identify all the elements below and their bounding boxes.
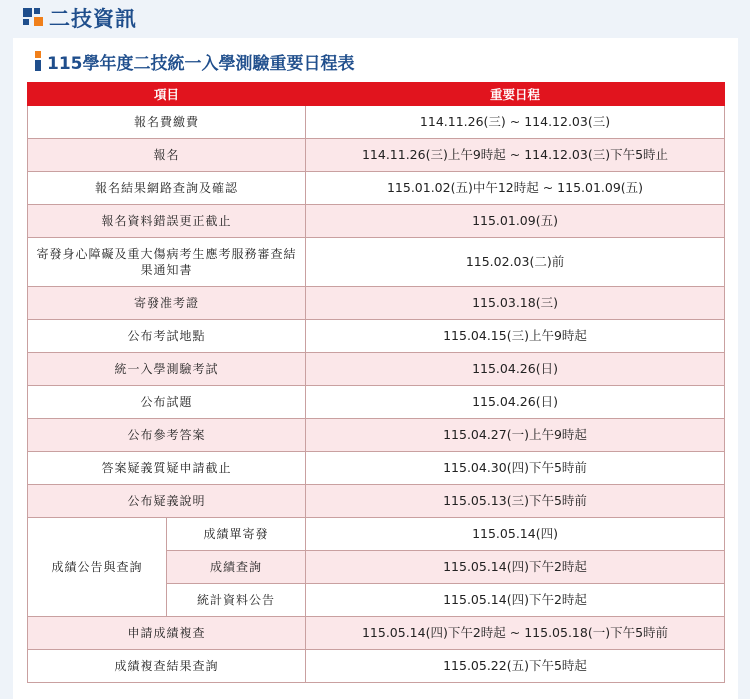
schedule-table (27, 82, 725, 683)
sub-row-item: 成績查詢 (167, 551, 306, 584)
sub-row-date: 115.05.14(四)下午2時起 (306, 551, 725, 584)
sub-row-item: 成績單寄發 (167, 518, 306, 551)
sub-row-date: 115.05.14(四) (306, 518, 725, 551)
section-heading (35, 50, 355, 72)
row-date: 115.05.22(五)下午5時起 (306, 650, 725, 683)
row-item: 答案疑義質疑申請截止 (28, 452, 306, 485)
row-date: 114.11.26(三) ~ 114.12.03(三) (306, 106, 725, 139)
table-row (28, 617, 725, 650)
site-logo-icon (23, 8, 43, 28)
row-item: 報名 (28, 139, 306, 172)
table-row (28, 518, 725, 551)
row-item: 統一入學測驗考試 (28, 353, 306, 386)
table-row (28, 353, 725, 386)
group-label: 成績公告與查詢 (28, 518, 167, 617)
table-row (28, 452, 725, 485)
row-date: 115.02.03(二)前 (306, 238, 725, 287)
table-row (28, 139, 725, 172)
row-date: 115.04.27(一)上午9時起 (306, 419, 725, 452)
table-row (28, 320, 725, 353)
sub-row-item: 統計資料公告 (167, 584, 306, 617)
row-item: 公布參考答案 (28, 419, 306, 452)
site-header (0, 0, 750, 36)
row-date: 115.05.14(四)下午2時起 ~ 115.05.18(一)下午5時前 (306, 617, 725, 650)
row-item: 公布考試地點 (28, 320, 306, 353)
table-row (28, 287, 725, 320)
header-item: 項目 (28, 83, 306, 106)
header-date: 重要日程 (306, 83, 725, 106)
row-date: 115.01.02(五)中午12時起 ~ 115.01.09(五) (306, 172, 725, 205)
section-title: 115學年度二技統一入學測驗重要日程表 (47, 53, 355, 74)
row-date: 115.04.15(三)上午9時起 (306, 320, 725, 353)
table-row (28, 386, 725, 419)
row-item: 公布疑義說明 (28, 485, 306, 518)
table-row (28, 419, 725, 452)
table-row (28, 485, 725, 518)
row-date: 115.04.26(日) (306, 353, 725, 386)
row-date: 115.04.30(四)下午5時前 (306, 452, 725, 485)
table-row (28, 238, 725, 287)
row-date: 114.11.26(三)上午9時起 ~ 114.12.03(三)下午5時止 (306, 139, 725, 172)
table-row (28, 172, 725, 205)
row-item: 寄發准考證 (28, 287, 306, 320)
row-item: 成績複查結果查詢 (28, 650, 306, 683)
table-row (28, 205, 725, 238)
sub-row-date: 115.05.14(四)下午2時起 (306, 584, 725, 617)
row-date: 115.04.26(日) (306, 386, 725, 419)
row-item: 申請成績複查 (28, 617, 306, 650)
row-date: 115.01.09(五) (306, 205, 725, 238)
row-date: 115.05.13(三)下午5時前 (306, 485, 725, 518)
row-item: 報名資料錯誤更正截止 (28, 205, 306, 238)
row-date: 115.03.18(三) (306, 287, 725, 320)
row-item: 報名費繳費 (28, 106, 306, 139)
table-header-row (28, 83, 725, 106)
table-row (28, 650, 725, 683)
row-item: 寄發身心障礙及重大傷病考生應考服務審查結果通知書 (28, 238, 306, 287)
table-row (28, 106, 725, 139)
content-panel (13, 38, 738, 699)
row-item: 報名結果網路查詢及確認 (28, 172, 306, 205)
site-title: 二技資訊 (49, 7, 137, 31)
heading-marker-icon (35, 51, 41, 71)
row-item: 公布試題 (28, 386, 306, 419)
